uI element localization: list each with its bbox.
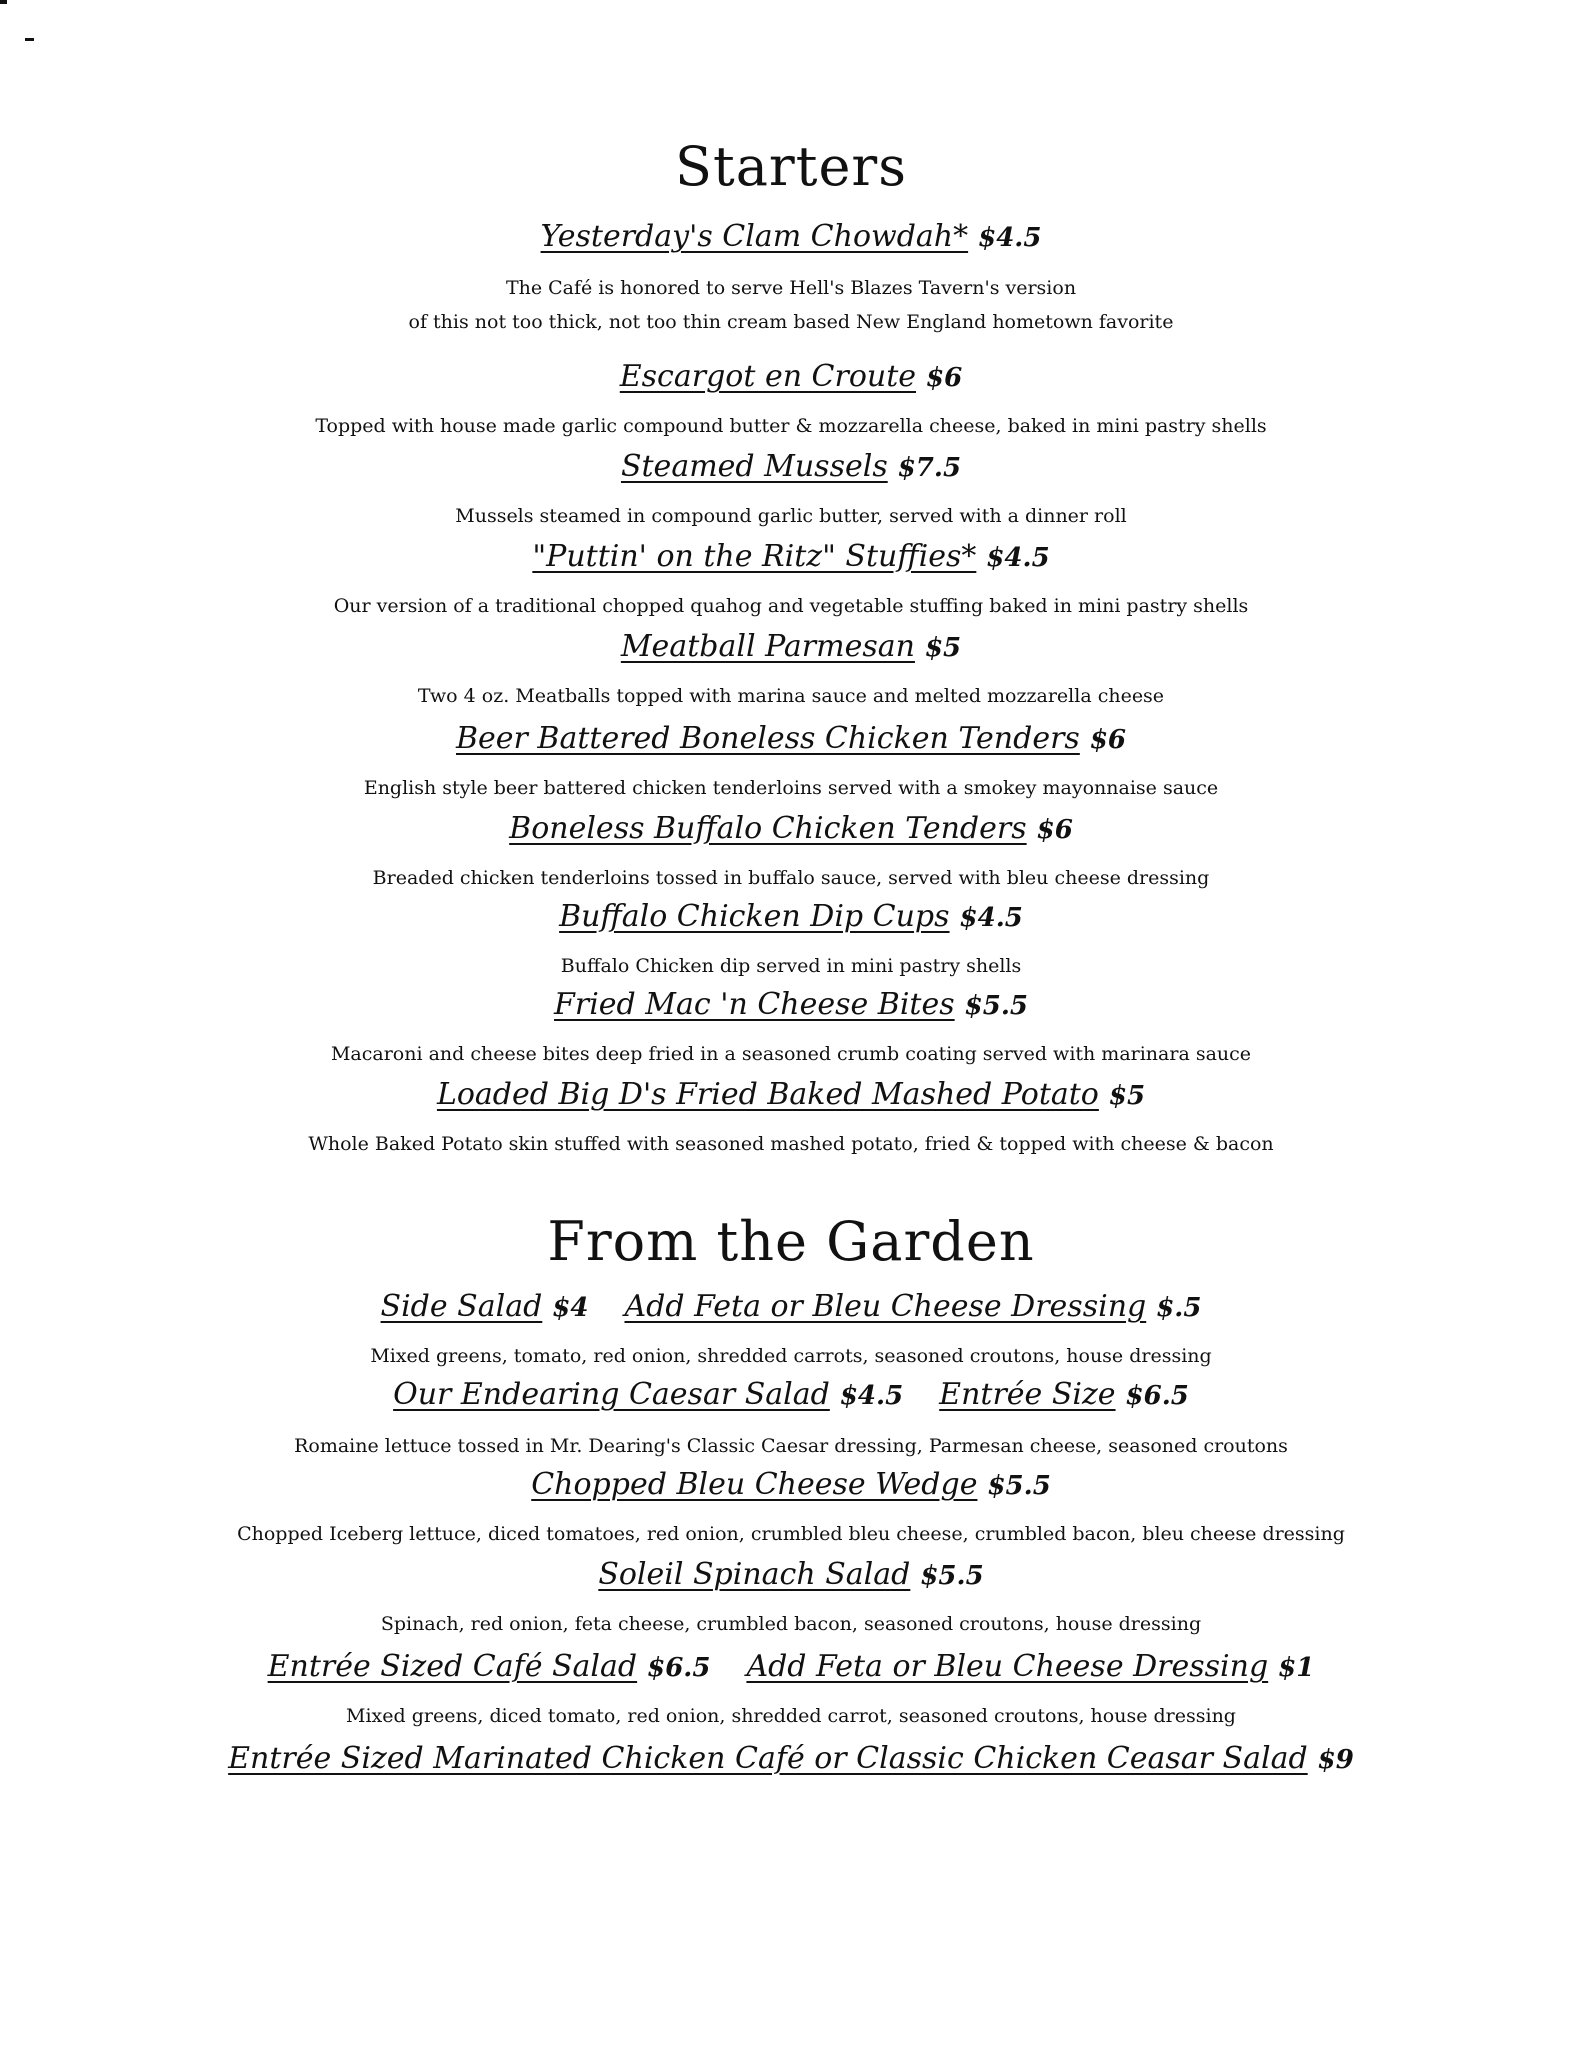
menu-item-option xyxy=(939,1378,1189,1411)
menu-item xyxy=(381,1290,589,1323)
menu-item xyxy=(509,812,1073,845)
menu-item-title-row xyxy=(0,1742,1582,1775)
menu-item-title-row xyxy=(0,900,1582,933)
menu-item-title-row xyxy=(0,1468,1582,1501)
menu-item-title-row xyxy=(0,450,1582,483)
item-description: Macaroni and cheese bites deep fried in a seasoned crumb coating served with marinara sauce xyxy=(330,1043,1252,1065)
item-name: Escargot en Croute xyxy=(619,359,917,394)
item-name: "Puttin' on the Ritz" Stuffies* xyxy=(532,539,977,574)
item-name: Steamed Mussels xyxy=(620,449,888,484)
menu-item-option xyxy=(624,1290,1201,1323)
item-description: Chopped Iceberg lettuce, diced tomatoes, red onion, crumbled bleu cheese, crumbled bacon, bleu cheese dressing xyxy=(237,1523,1345,1545)
item-description: The Café is honored to serve Hell's Blazes Tavern's version xyxy=(505,277,1077,299)
menu-item-title-row xyxy=(0,630,1582,663)
menu-item-title-row xyxy=(0,1290,1582,1323)
item-price: $4.5 xyxy=(839,1381,904,1411)
menu-item xyxy=(620,360,962,393)
item-option-price: $6.5 xyxy=(1125,1381,1189,1411)
menu-item-title-row xyxy=(0,1558,1582,1591)
item-description: Mixed greens, diced tomato, red onion, shredded carrot, seasoned croutons, house dressing xyxy=(346,1705,1236,1727)
menu-item xyxy=(621,450,961,483)
item-price: $5.5 xyxy=(964,991,1028,1021)
item-name: Buffalo Chicken Dip Cups xyxy=(559,899,950,934)
item-name: Our Endearing Caesar Salad xyxy=(393,1377,830,1412)
menu-item xyxy=(532,540,1049,573)
item-price: $5 xyxy=(924,633,962,663)
item-description: English style beer battered chicken tenderloins served with a smokey mayonnaise sauce xyxy=(363,777,1219,799)
item-description: Buffalo Chicken dip served in mini pastry shells xyxy=(560,955,1022,977)
item-price: $6 xyxy=(1089,725,1127,755)
item-description: Breaded chicken tenderloins tossed in buffalo sauce, served with bleu cheese dressing xyxy=(372,867,1210,889)
menu-item-title-row xyxy=(0,360,1582,393)
item-description: of this not too thick, not too thin cream based New England hometown favorite xyxy=(408,311,1174,333)
item-price: $5.5 xyxy=(987,1471,1051,1501)
menu-item xyxy=(559,900,1023,933)
item-option-price: $.5 xyxy=(1156,1293,1202,1323)
item-name: Soleil Spinach Salad xyxy=(598,1557,911,1592)
item-description: Whole Baked Potato skin stuffed with seasoned mashed potato, fried & topped with cheese & bacon xyxy=(308,1133,1274,1155)
item-name: Yesterday's Clam Chowdah* xyxy=(540,219,969,254)
item-price: $6 xyxy=(926,363,963,393)
menu-item xyxy=(393,1378,903,1411)
menu-item-title-row xyxy=(0,812,1582,845)
item-description: Two 4 oz. Meatballs topped with marina sauce and melted mozzarella cheese xyxy=(417,685,1165,707)
section-heading: From the Garden xyxy=(547,1210,1035,1273)
menu-item xyxy=(456,722,1126,755)
item-price: $6 xyxy=(1036,815,1073,845)
item-price: $4.5 xyxy=(986,543,1050,573)
item-name: Loaded Big D's Fried Baked Mashed Potato xyxy=(436,1077,1099,1112)
menu-item xyxy=(621,630,961,663)
item-price: $5 xyxy=(1108,1081,1146,1111)
item-name: Side Salad xyxy=(380,1289,543,1324)
item-description: Romaine lettuce tossed in Mr. Dearing's Classic Caesar dressing, Parmesan cheese, seasoned croutons xyxy=(294,1435,1288,1457)
item-price: $5.5 xyxy=(920,1561,984,1591)
item-name: Entrée Sized Marinated Chicken Café or Classic Chicken Ceasar Salad xyxy=(228,1741,1308,1776)
item-price: $4 xyxy=(552,1293,589,1323)
menu-item xyxy=(541,220,1042,253)
item-price: $4.5 xyxy=(978,223,1042,253)
menu-item-title-row xyxy=(0,1378,1582,1411)
menu-item xyxy=(598,1558,983,1591)
item-option-name: Add Feta or Bleu Cheese Dressing xyxy=(746,1649,1269,1684)
item-description: Our version of a traditional chopped quahog and vegetable stuffing baked in mini pastry shells xyxy=(333,595,1249,617)
item-name: Meatball Parmesan xyxy=(620,629,915,664)
item-price: $6.5 xyxy=(647,1653,711,1683)
menu-item-title-row xyxy=(0,1650,1582,1683)
item-description: Topped with house made garlic compound butter & mozzarella cheese, baked in mini pastry shells xyxy=(315,415,1267,437)
menu-item-option xyxy=(746,1650,1314,1683)
scan-mark xyxy=(0,0,7,4)
menu-item-title-row xyxy=(0,988,1582,1021)
item-description: Mussels steamed in compound garlic butter, served with a dinner roll xyxy=(455,505,1127,527)
item-price: $4.5 xyxy=(959,903,1023,933)
menu-item-title-row xyxy=(0,722,1582,755)
section-heading: Starters xyxy=(675,135,907,198)
menu-item xyxy=(437,1078,1145,1111)
item-description: Spinach, red onion, feta cheese, crumbled bacon, seasoned croutons, house dressing xyxy=(380,1613,1202,1635)
menu-item xyxy=(228,1742,1354,1775)
item-name: Chopped Bleu Cheese Wedge xyxy=(531,1467,978,1502)
item-option-name: Add Feta or Bleu Cheese Dressing xyxy=(624,1289,1147,1324)
menu-item xyxy=(554,988,1028,1021)
menu-item-title-row xyxy=(0,540,1582,573)
scan-mark xyxy=(25,38,34,41)
item-price: $9 xyxy=(1317,1745,1354,1775)
item-description: Mixed greens, tomato, red onion, shredded carrots, seasoned croutons, house dressing xyxy=(370,1345,1212,1367)
menu-item xyxy=(268,1650,711,1683)
item-price: $7.5 xyxy=(897,453,962,483)
item-name: Boneless Buffalo Chicken Tenders xyxy=(509,811,1027,846)
item-option-name: Entrée Size xyxy=(939,1377,1116,1412)
item-name: Fried Mac 'n Cheese Bites xyxy=(554,987,955,1022)
menu-item xyxy=(531,1468,1051,1501)
item-option-price: $1 xyxy=(1278,1653,1315,1683)
menu-item-title-row xyxy=(0,220,1582,253)
item-name: Beer Battered Boneless Chicken Tenders xyxy=(455,721,1080,756)
menu-item-title-row xyxy=(0,1078,1582,1111)
item-name: Entrée Sized Café Salad xyxy=(267,1649,638,1684)
